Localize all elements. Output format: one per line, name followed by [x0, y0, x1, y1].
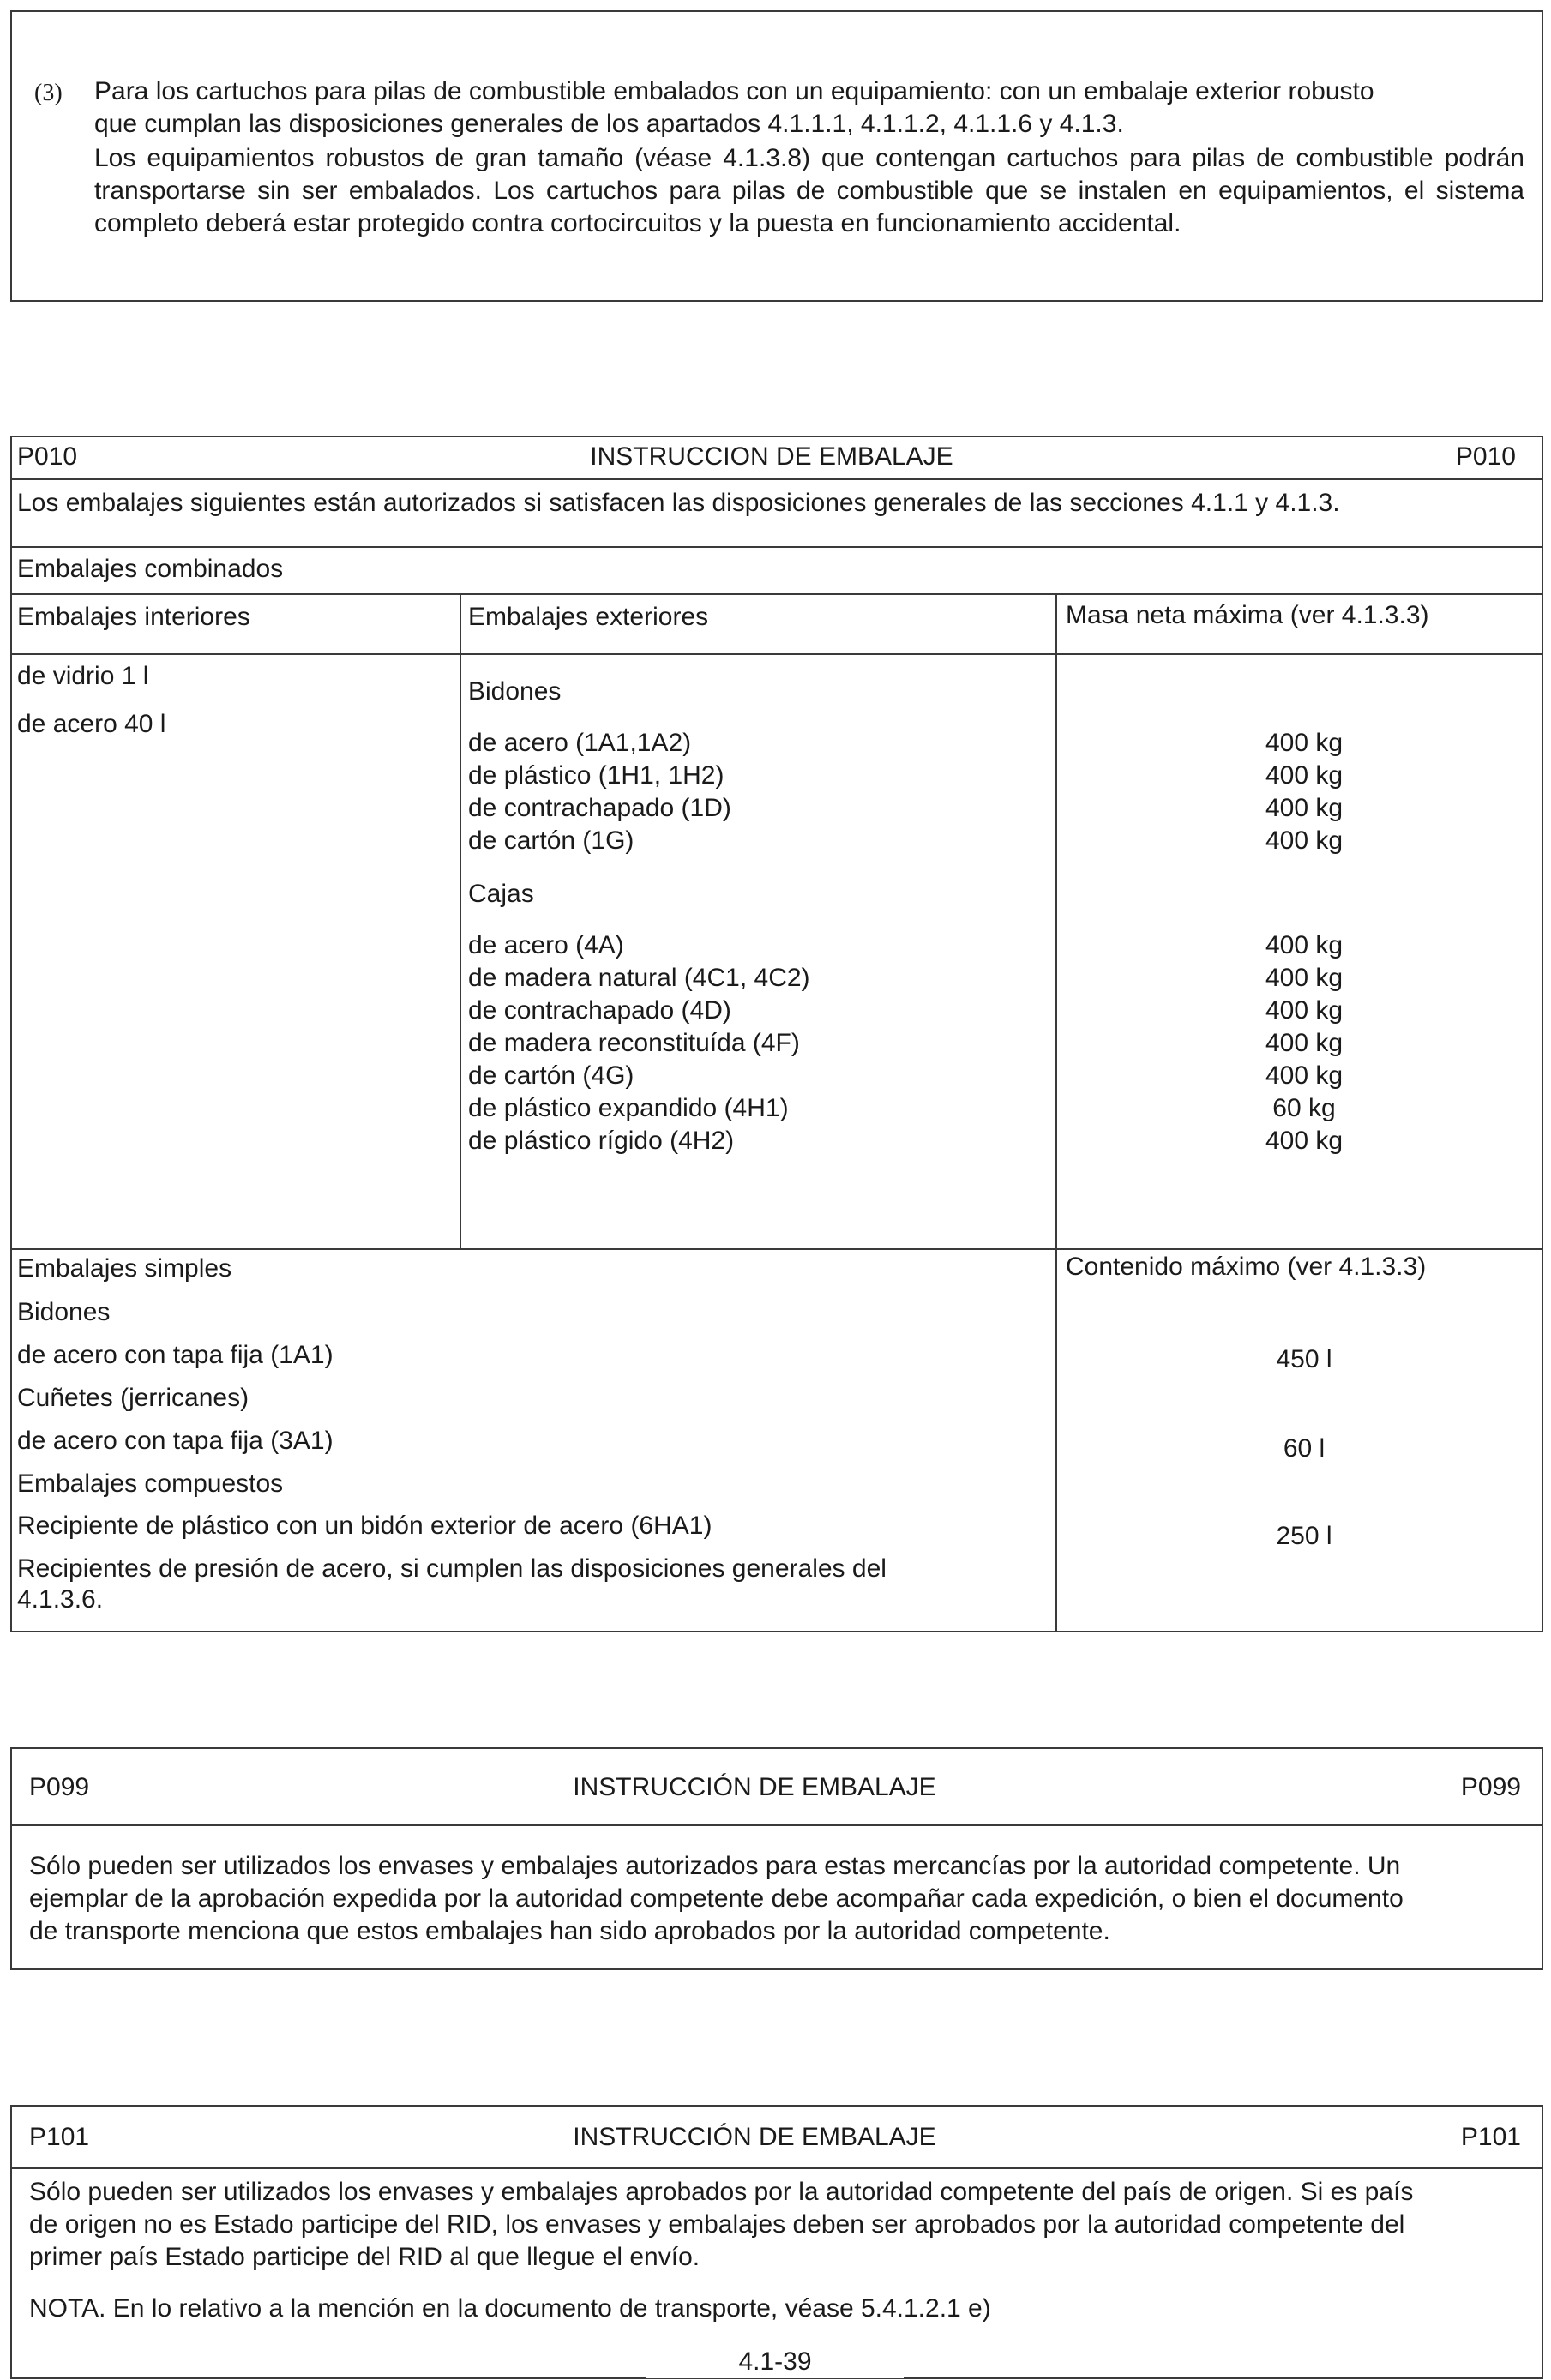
p010-single-row: Cuñetes (jerricanes): [17, 1384, 249, 1412]
p099-divider: [10, 1824, 1543, 1826]
p010-drum-mass: 400 kg: [1265, 794, 1344, 822]
p010-divider-columns: [10, 653, 1543, 655]
p010-code-right: P010: [1455, 442, 1516, 471]
p010-divider-intro: [10, 546, 1543, 548]
p010-drum-label: de plástico (1H1, 1H2): [468, 761, 724, 790]
p010-pressure-line-2: 4.1.3.6.: [17, 1585, 104, 1614]
p010-box-mass: 400 kg: [1265, 964, 1344, 992]
p010-box-label: de madera natural (4C1, 4C2): [468, 964, 810, 992]
p010-col-inner-header: Embalajes interiores: [17, 603, 250, 631]
p010-box-mass: 400 kg: [1265, 996, 1344, 1025]
p010-box-label: de madera reconstituída (4F): [468, 1029, 800, 1057]
p010-box-mass: 400 kg: [1265, 931, 1344, 959]
p010-col-mass-header: Masa neta máxima (ver 4.1.3.3): [1066, 601, 1429, 629]
p010-single-row: Recipiente de plástico con un bidón exterior de acero (6HA1): [17, 1512, 712, 1540]
p010-box-label: de plástico rígido (4H2): [468, 1127, 735, 1155]
p010-drum-label: de acero (1A1,1A2): [468, 729, 692, 757]
p010-pressure-line-1: Recipientes de presión de acero, si cumplen las disposiciones generales del: [17, 1554, 887, 1583]
p099-text-line: ejemplar de la aprobación expedida por la autoridad competente debe acompañar cada expedición, o bien el documento: [29, 1884, 1404, 1913]
p010-divider-single: [10, 1248, 1543, 1250]
p010-intro: Los embalajes siguientes están autorizados si satisfacen las disposiciones generales de las secciones 4.1.1 y 4.1.3.: [17, 489, 1340, 517]
p010-single-value: 250 l: [1276, 1522, 1332, 1550]
p099-code-right: P099: [1460, 1773, 1521, 1801]
p010-single-heading: Embalajes simples: [17, 1254, 232, 1283]
p101-divider: [10, 2167, 1543, 2169]
p010-drum-label: de contrachapado (1D): [468, 794, 731, 822]
p099-text-line: de transporte menciona que estos embalajes han sido aprobados por la autoridad competente.: [29, 1917, 1110, 1945]
p010-single-value: 60 l: [1283, 1434, 1326, 1463]
p010-drum-mass: 400 kg: [1265, 761, 1344, 790]
p010-col-outer-header: Embalajes exteriores: [468, 603, 709, 631]
p010-col-sep-2: [1055, 593, 1057, 1632]
p010-single-col-right: Contenido máximo (ver 4.1.3.3): [1066, 1253, 1427, 1281]
p010-box-mass: 400 kg: [1265, 1127, 1344, 1155]
p010-title: INSTRUCCION DE EMBALAJE: [590, 442, 953, 471]
page-number: 4.1-39: [646, 2346, 904, 2378]
p010-drum-mass: 400 kg: [1265, 826, 1344, 855]
p010-box-label: de acero (4A): [468, 931, 624, 959]
p010-code-left: P010: [17, 442, 78, 471]
p099-title: INSTRUCCIÓN DE EMBALAJE: [573, 1773, 936, 1801]
note-3-marker: (3): [34, 80, 63, 106]
p099-text-line: Sólo pueden ser utilizados los envases y embalajes autorizados para estas mercancías por la autoridad competente. Un: [29, 1852, 1401, 1880]
p010-single-row: Embalajes compuestos: [17, 1469, 284, 1498]
p010-inner-item: de acero 40 l: [17, 710, 166, 738]
note-3-paragraph-2: Los equipamientos robustos de gran tamaño (véase 4.1.3.8) que contengan cartuchos para pilas de combustible podrán transportarse sin ser embalados. Los cartuchos para pilas de combustible que se instalen en equipamientos, el sistema completo deberá estar protegido contra cortocircuitos y la puesta en funcionamiento accidental.: [94, 144, 1524, 237]
p010-single-row: Bidones: [17, 1298, 111, 1326]
p010-single-row: de acero con tapa fija (1A1): [17, 1341, 334, 1369]
p101-code-right: P101: [1460, 2123, 1521, 2151]
p010-box-mass: 400 kg: [1265, 1061, 1344, 1090]
note-3-line-2: que cumplan las disposiciones generales de los apartados 4.1.1.1, 4.1.1.2, 4.1.1.6 y 4.1.3.: [94, 110, 1124, 138]
p101-code-left: P101: [29, 2123, 90, 2151]
p010-single-value: 450 l: [1276, 1345, 1332, 1373]
p101-text-line: de origen no es Estado participe del RID, los envases y embalajes deben ser aprobados por la autoridad competente del: [29, 2210, 1405, 2239]
p101-text-line: primer país Estado participe del RID al que llegue el envío.: [29, 2243, 700, 2271]
p010-divider-combined: [10, 593, 1543, 595]
p010-box-label: de contrachapado (4D): [468, 996, 731, 1025]
p010-single-row: de acero con tapa fija (3A1): [17, 1427, 334, 1455]
p010-box-label: de cartón (4G): [468, 1061, 634, 1090]
p010-drum-mass: 400 kg: [1265, 729, 1344, 757]
p099-code-left: P099: [29, 1773, 90, 1801]
p010-boxes-heading: Cajas: [468, 880, 534, 908]
p010-divider-header: [10, 478, 1543, 480]
p010-box-mass: 60 kg: [1272, 1094, 1336, 1122]
p010-col-sep-1: [460, 593, 461, 1248]
p010-drums-heading: Bidones: [468, 677, 562, 706]
p101-text-line: Sólo pueden ser utilizados los envases y embalajes aprobados por la autoridad competente del país de origen. Si es país: [29, 2178, 1414, 2206]
p010-combined-heading: Embalajes combinados: [17, 555, 284, 583]
p101-title: INSTRUCCIÓN DE EMBALAJE: [573, 2123, 936, 2151]
p010-drum-label: de cartón (1G): [468, 826, 634, 855]
p010-box-label: de plástico expandido (4H1): [468, 1094, 789, 1122]
p101-note: NOTA. En lo relativo a la mención en la documento de transporte, véase 5.4.1.2.1 e): [29, 2294, 991, 2323]
p010-box-mass: 400 kg: [1265, 1029, 1344, 1057]
p010-inner-item: de vidrio 1 l: [17, 662, 149, 690]
note-3-line-1: Para los cartuchos para pilas de combustible embalados con un equipamiento: con un embalaje exterior robusto: [94, 77, 1374, 105]
